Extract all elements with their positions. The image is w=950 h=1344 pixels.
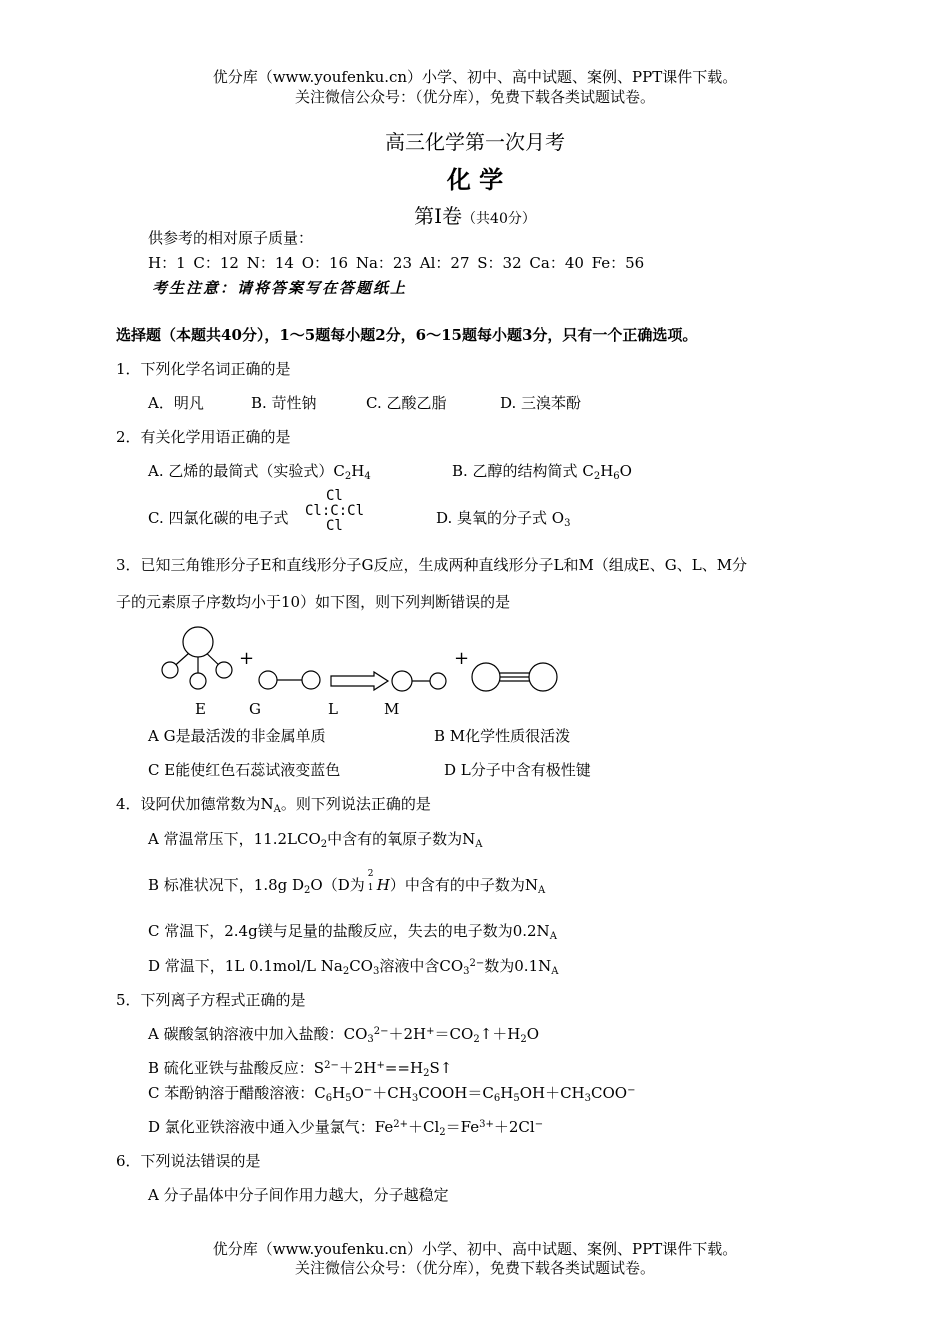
plus-sign-2: + <box>454 648 470 669</box>
q1-option-d: D. 三溴苯酚 <box>500 394 582 412</box>
ccl4-middle: Cl:C:Cl <box>305 503 365 519</box>
molecule-m <box>472 663 557 691</box>
q4-stem: 4．设阿伏加德常数为$N_A$。则下列说法正确的是 <box>116 795 431 815</box>
section-heading: 选择题（本题共40分），1～5题每小题2分，6～15题每小题3分，只有一个正确选项。 <box>116 326 698 344</box>
q1-stem: 1．下列化学名词正确的是 <box>116 360 291 378</box>
label-m: M <box>384 700 400 718</box>
q4-option-a: A 常温常压下，$11.2LCO_2$中含有的氧原子数为$N_A$ <box>148 830 483 850</box>
q3-stem-line-2: 子的元素原子序数均小于10）如下图，则下列判断错误的是 <box>116 593 511 611</box>
q4-option-b: B 标准状况下，1.8g $D_2O(D$为 2 1 H）中含有的中子数为$N_A$ <box>148 869 546 896</box>
q2-option-b: B. 乙醇的结构简式 $C_2H_6O$ <box>452 462 632 482</box>
ccl4-bottom: Cl <box>326 518 343 534</box>
isotope-notation: 2 1 <box>367 869 374 893</box>
molecule-g <box>259 671 320 689</box>
exam-title: 高三化学第一次月考 <box>385 130 565 154</box>
q4-option-c: C 常温下，2.4g镁与足量的盐酸反应，失去的电子数为$0.2N_A$ <box>148 922 557 942</box>
q6-option-a: A 分子晶体中分子间作用力越大，分子越稳定 <box>148 1186 449 1204</box>
q3-stem-line-1: 3．已知三角锥形分子E和直线形分子G反应，生成两种直线形分子L和M（组成E、G、L、M分 <box>116 556 748 574</box>
atomic-masses: H：1 C：12 N：14 O：16 Na：23 Al：27 S：32 Ca：40 Fe：56 <box>148 254 645 272</box>
subject-title: 化 学 <box>446 165 504 194</box>
q2-option-c: C. 四氯化碳的电子式 <box>148 509 289 527</box>
part-note: （共40分） <box>462 211 536 227</box>
part-title <box>0 200 950 229</box>
ccl4-top: Cl <box>326 488 343 504</box>
q2-option-a: A. 乙烯的最简式（实验式）$C_2H_4$ <box>148 462 371 482</box>
molecule-e <box>162 627 232 689</box>
q5-stem: 5．下列离子方程式正确的是 <box>116 991 306 1009</box>
q5-option-b: B 硫化亚铁与盐酸反应：$S^{2-}+2H^+==H_2S↑$ <box>148 1059 453 1079</box>
part-main: 第Ⅰ卷 <box>414 204 463 228</box>
footer-line-2: 关注微信公众号：（优分库），免费下载各类试题试卷。 <box>294 1259 655 1277</box>
footer-line-1: 优分库（www.youfenku.cn）小学、初中、高中试题、案例、PPT课件下载。 <box>212 1240 738 1258</box>
header-line-2: 关注微信公众号：（优分库），免费下载各类试题试卷。 <box>294 88 655 106</box>
exam-notice: 考生注意：请将答案写在答题纸上 <box>152 279 408 297</box>
label-g: G <box>249 700 261 718</box>
q3-option-d: D L分子中含有极性键 <box>444 761 591 779</box>
q2-stem: 2．有关化学用语正确的是 <box>116 428 291 446</box>
molecule-l <box>392 671 446 691</box>
q5-option-a: A 碳酸氢钠溶液中加入盐酸：$CO_3^{2-}+2H^+=CO_2↑+H_2O$ <box>148 1025 540 1045</box>
q3-option-a: A G是最活泼的非金属单质 <box>148 727 326 745</box>
header-line-1: 优分库（www.youfenku.cn）小学、初中、高中试题、案例、PPT课件下载。 <box>212 68 738 86</box>
q1-option-a: A．明凡 <box>148 394 204 412</box>
q1-option-c: C. 乙酸乙脂 <box>366 394 447 412</box>
q5-option-c: C 苯酚钠溶于醋酸溶液：$C_6H_5O^-+CH_3COOH=C_6H_5OH+CH_3COO^-$ <box>148 1084 636 1104</box>
ccl4-electron-formula <box>305 489 364 534</box>
reference-label: 供参考的相对原子质量： <box>148 229 314 247</box>
q5-option-d: D 氯化亚铁溶液中通入少量氯气：$Fe^{2+}+Cl_2=Fe^{3+}+2Cl^-$ <box>148 1118 544 1138</box>
q6-stem: 6．下列说法错误的是 <box>116 1152 261 1170</box>
q4-option-d: D 常温下，1L 0.1mol/L $Na_2CO_3$溶液中含$CO_3^{2-}$数为$0.1N_A$ <box>148 957 559 977</box>
label-l: L <box>328 700 338 718</box>
plus-sign-1: + <box>239 648 255 669</box>
reaction-arrow <box>331 672 388 690</box>
reaction-diagram <box>150 620 580 720</box>
q3-option-b: B M化学性质很活泼 <box>434 727 571 745</box>
label-e: E <box>195 700 206 718</box>
q1-option-b: B. 苛性钠 <box>251 394 317 412</box>
q2-option-d: D. 臭氧的分子式 $O_3$ <box>436 509 571 529</box>
q3-option-c: C E能使红色石蕊试液变蓝色 <box>148 761 341 779</box>
